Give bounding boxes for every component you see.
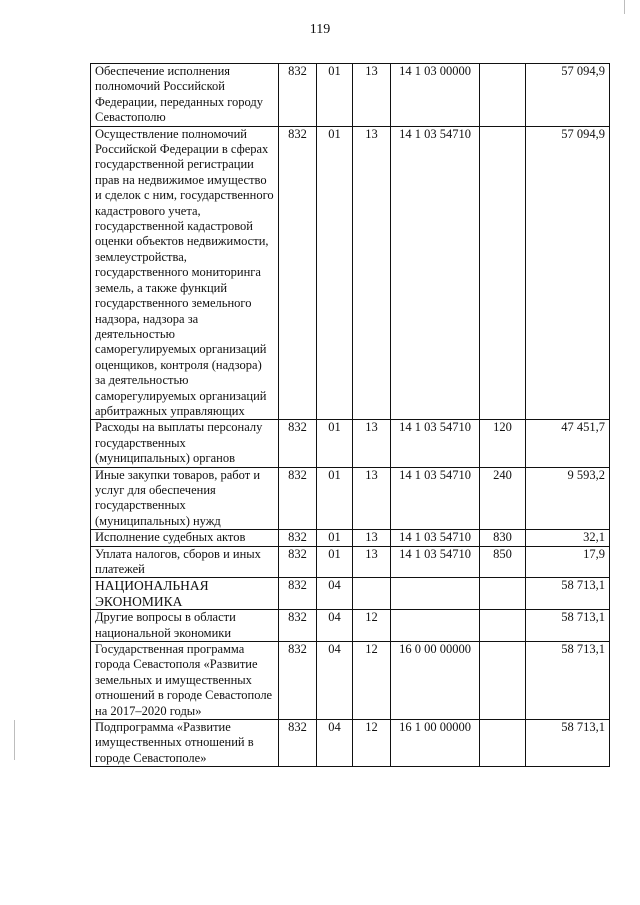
row-subsection-code: 12 (353, 610, 391, 642)
row-expense-type (480, 610, 526, 642)
row-expense-type: 240 (480, 467, 526, 530)
table-row (91, 64, 610, 127)
row-grbs-code: 832 (279, 546, 317, 578)
table-row (91, 420, 610, 467)
row-expense-type (480, 642, 526, 720)
row-subsection-code: 13 (353, 126, 391, 420)
row-amount: 47 451,7 (526, 420, 610, 467)
row-grbs-code: 832 (279, 610, 317, 642)
row-subsection-code: 13 (353, 546, 391, 578)
row-section-code: 01 (317, 546, 353, 578)
row-expense-type: 120 (480, 420, 526, 467)
row-expense-type (480, 720, 526, 767)
row-grbs-code: 832 (279, 578, 317, 610)
table-row (91, 720, 610, 767)
row-target-article (391, 578, 480, 610)
row-section-code: 01 (317, 467, 353, 530)
row-name: Подпрограмма «Развитие имущественных отношений в городе Севастополе» (91, 720, 279, 767)
table-row (91, 610, 610, 642)
row-grbs-code: 832 (279, 467, 317, 530)
row-subsection-code: 12 (353, 720, 391, 767)
row-section-code: 01 (317, 420, 353, 467)
row-target-article: 16 1 00 00000 (391, 720, 480, 767)
row-subsection-code: 13 (353, 64, 391, 127)
row-expense-type: 850 (480, 546, 526, 578)
row-grbs-code: 832 (279, 530, 317, 546)
row-amount: 17,9 (526, 546, 610, 578)
row-name: Государственная программа города Севастополя «Развитие земельных и имущественных отношений в городе Севастополе на 2017–2020 годы» (91, 642, 279, 720)
row-amount: 58 713,1 (526, 642, 610, 720)
row-amount: 58 713,1 (526, 720, 610, 767)
row-target-article: 14 1 03 54710 (391, 420, 480, 467)
row-name: Обеспечение исполнения полномочий Российской Федерации, переданных городу Севастополю (91, 64, 279, 127)
row-grbs-code: 832 (279, 64, 317, 127)
row-name: Уплата налогов, сборов и иных платежей (91, 546, 279, 578)
row-grbs-code: 832 (279, 720, 317, 767)
row-section-code: 01 (317, 126, 353, 420)
row-grbs-code: 832 (279, 420, 317, 467)
table-row (91, 530, 610, 546)
scan-mark (14, 720, 15, 760)
row-section-code: 01 (317, 64, 353, 127)
row-section-code: 04 (317, 720, 353, 767)
table-row (91, 546, 610, 578)
row-amount: 32,1 (526, 530, 610, 546)
row-subsection-code: 12 (353, 642, 391, 720)
row-section-code: 01 (317, 530, 353, 546)
row-target-article: 14 1 03 54710 (391, 530, 480, 546)
row-expense-type (480, 64, 526, 127)
scan-mark (624, 0, 625, 14)
row-target-article: 16 0 00 00000 (391, 642, 480, 720)
table-row (91, 126, 610, 420)
row-target-article: 14 1 03 54710 (391, 467, 480, 530)
row-target-article: 14 1 03 54710 (391, 126, 480, 420)
row-subsection-code: 13 (353, 530, 391, 546)
row-name: Другие вопросы в области национальной экономики (91, 610, 279, 642)
row-target-article: 14 1 03 54710 (391, 546, 480, 578)
row-name: Осуществление полномочий Российской Федерации в сферах государственной регистрации прав на недвижимое имущество и сделок с ним, государственного кадастрового учета, государственной кадастровой оценки объектов недвижимости, землеустройства, государственного мониторинга земель, а также функций государственного земельного надзора, надзора за деятельностью саморегулируемых организаций оценщиков, контроля (надзора) за деятельностью саморегулируемых организаций арбитражных управляющих (91, 126, 279, 420)
row-section-code: 04 (317, 642, 353, 720)
row-name: Исполнение судебных актов (91, 530, 279, 546)
row-name: Иные закупки товаров, работ и услуг для обеспечения государственных (муниципальных) нужд (91, 467, 279, 530)
row-amount: 58 713,1 (526, 610, 610, 642)
table-row (91, 642, 610, 720)
row-subsection-code (353, 578, 391, 610)
row-grbs-code: 832 (279, 126, 317, 420)
table-row (91, 467, 610, 530)
row-subsection-code: 13 (353, 467, 391, 530)
table-row (91, 578, 610, 610)
row-section-code: 04 (317, 610, 353, 642)
row-amount: 57 094,9 (526, 126, 610, 420)
row-expense-type: 830 (480, 530, 526, 546)
row-name: НАЦИОНАЛЬНАЯ ЭКОНОМИКА (91, 578, 279, 610)
row-amount: 58 713,1 (526, 578, 610, 610)
row-amount: 9 593,2 (526, 467, 610, 530)
row-amount: 57 094,9 (526, 64, 610, 127)
row-name: Расходы на выплаты персоналу государственных (муниципальных) органов (91, 420, 279, 467)
row-expense-type (480, 126, 526, 420)
budget-table (90, 63, 610, 767)
row-subsection-code: 13 (353, 420, 391, 467)
page-number: 119 (309, 22, 331, 37)
row-section-code: 04 (317, 578, 353, 610)
row-expense-type (480, 578, 526, 610)
row-grbs-code: 832 (279, 642, 317, 720)
row-target-article (391, 610, 480, 642)
row-target-article: 14 1 03 00000 (391, 64, 480, 127)
